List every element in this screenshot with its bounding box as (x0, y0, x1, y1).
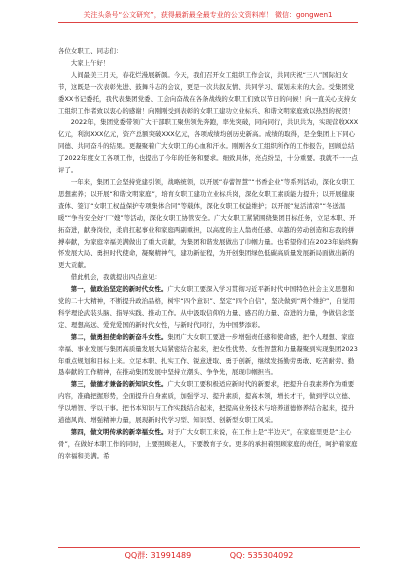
point-body: 广大女职工要深入学习贯彻习近平新时代中国特色社会主义思想和党的二十大精神，不断提升政治品格，树牢“四个意识”、坚定“四个自信”，坚决做到“两个维护”，自觉用科学理论武装头脑、指导实践、推动工作。从中汲取信仰的力量、感召的力量、奋进的力量，争做信念坚定、理想高远、爱党爱国的新时代女性，与新时代同行，为中国梦添彩。 (58, 285, 356, 329)
point-paragraph (58, 379, 360, 427)
point-body: 对于广大女职工来说，在工作上是“半边天”，在家庭里更是“主心骨”，在做好本职工作的同时，上要照顾老人，下要教育子女。更多的承担着照顾家庭的责任，呵护着家庭的幸福和美满。希 (58, 428, 358, 460)
document-body (58, 46, 360, 463)
paragraph: 借此机会，我就提出四点意见： (70, 273, 161, 282)
point-heading: 第一，做政治坚定的新时代女性。 (70, 285, 168, 294)
point-paragraph (58, 284, 360, 332)
greeting: 各位女职工、同志们： (58, 47, 123, 55)
footer-banner (58, 547, 360, 564)
paragraph: 一年来，集团工会坚持党建引领，战略统领，以开展“春蕾智慧”“书香企业”等系列活动，深化女职工思想素养；以开展“和谐文明家庭”，培育女职工建功立业标兵岗，深化女职工素质能力提升；以开展健康查体、签订“女职工权益保护专项集体合同”等载体，深化女职工权益维护；以开展“复活清凉”“冬送温暖”“争当安全好‘厂’嫂”等活动，深化女职工协管安全。广大女职工紧紧围绕集团目标任务，立足本职、开拓奋进，献身岗位，柔肩扛起事业和家庭两副重担，以高度的主人翁责任感、卓越的劳动创造和忘我的拼搏奉献，为家庭幸福美满做出了重大贡献，为集团和谐发展做出了巾帼力量。也希望你们在2023年始终胸怀发展大局、勇担时代使命，凝聚精神气，建功新征程，为开创集团绿色低碳高质量发展新局面做出新的更大贡献。 (58, 177, 358, 270)
point-body: 广大女职工要积极适应新时代的新要求，把提升自我素养作为重要内容，准确把握形势，全面提升自身素质，加强学习、提升素质，提高本领，增长才干，做到学以立德、学以增智、学以干事。把书本知识与工作实践结合起来，把提高业务技术与培养道德修养结合起来，提升道德风尚、增强精神力量，展现新时代学习型、知识型、创新型女职工风采。 (58, 380, 355, 425)
point-body: 集团广大女职工要进一步增强责任感和使命感，把个人理想、家庭幸福、事业发展与集团高质量发展大局紧密结合起来，把女性优势、女性智慧和力量凝聚到实现集团2023年重点规划和目标上来。立足本职、扎实工作、锐意进取、勇于创新，继续发扬勤劳勇敢、吃苦耐劳、勤恳奉献的工作精神，在推动集团发展中坚持立潮头、争争先，展现巾帼担当。 (58, 332, 358, 377)
point-paragraph (58, 427, 360, 463)
point-heading: 第三，做德才兼备的新知识女性。 (70, 380, 168, 389)
footer-qq: QQ: 535304092 (229, 551, 294, 560)
point-heading: 第二，做勇担使命的新奋斗女性。 (70, 332, 168, 341)
salute: 大家上午好！ (70, 58, 110, 67)
paragraph: 2022年，集团党委带领广大干部职工聚焦领先奔跑，率先突破，同向同行，共识共为，实现营收XXX亿元，利润XXX亿元，资产总额突破XXX亿元，各项成绩均创历史新高。成绩的取得，是全集团上下同心同德、共同奋斗的结果。更凝聚着广大女职工的心血和汗水。刚刚各女工组织所作的工作报告，回顾总结了2022年度女工各项工作，也提出了今年的任务和要求。细致具体，亮点纷呈，十分重要。我就不一一点评了。 (58, 118, 359, 175)
top-banner: 关注头条号“公文研究”，获得最新最全最专业的公文资料库！ 微信：gongwen1 (58, 8, 358, 23)
footer-qq-group: QQ群: 31991489 (124, 551, 192, 560)
point-heading: 第四，做文明传承的新幸福女性。 (70, 428, 168, 436)
paragraph: 人间最美三月天，春花烂漫展新颜。今天，我们召开女工组织工作会议，共同庆祝“三八”国际妇女节，这既是一次表彰先进、鼓舞斗志的会议，更是一次共叙友情、共同学习、谋划未来的大会。受集团党委XX书记委托，我代表集团党委、工会向奋战在各条战线的女职工们致以节日的问候！向一直关心支持女工组织工作者致以衷心的感谢！向刚刚受到表彰的女职工建功立业标兵、和谐文明家庭致以热烈的祝贺！ (58, 70, 357, 115)
point-paragraph (58, 332, 360, 380)
